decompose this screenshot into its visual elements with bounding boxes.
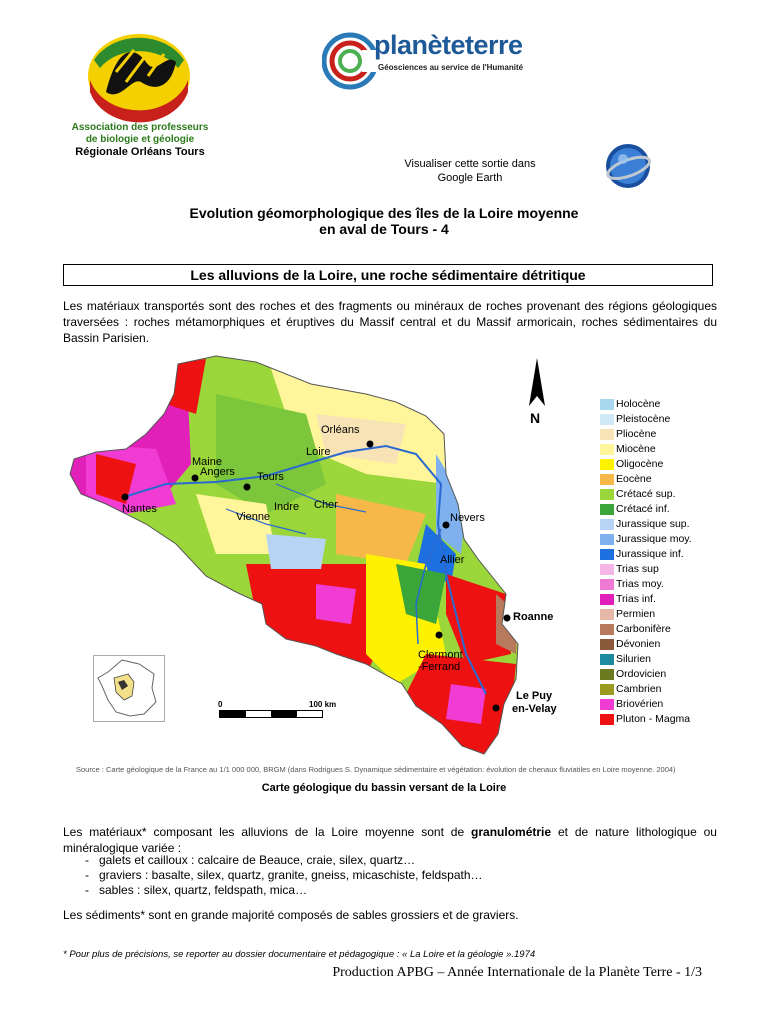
north-arrow [528,358,546,408]
legend-swatch [600,654,614,665]
map-label-nantes: Nantes [122,503,157,515]
legend-swatch [600,624,614,635]
planete-terre-logo [322,28,548,94]
legend-label: Pluton - Magma [616,713,691,725]
legend-label: Trias inf. [616,593,656,605]
google-earth-line2: Google Earth [437,172,503,184]
map-label-clermont: Clermont [418,649,463,661]
scale-end-label: 100 km [309,700,337,709]
google-earth-line1: Visualiser cette sortie dans [404,158,536,170]
page-footer: Production APBG – Année Internationale de la Planète Terre - 1/3 [332,965,702,980]
map-label-maine: Maine [192,456,222,468]
list-item: - graviers : basalte, silex, quartz, granite, gneiss, micaschiste, feldspath… [63,868,717,883]
map-label-orleans: Orléans [321,424,360,436]
list-item: - sables : silex, quartz, feldspath, mica… [63,883,717,898]
legend-label: Holocène [616,398,661,410]
sediments-paragraph: Les sédiments* sont en grande majorité composés de sables grossiers et de graviers. [63,908,519,922]
legend-label: Briovérien [616,698,664,710]
legend-swatch [600,414,614,425]
title-line2: en aval de Tours - 4 [319,221,449,237]
intro-paragraph: Les matériaux transportés sont des roches et des fragments ou minéraux de roches provenant des régions géologiques traversées : roches métamorphiques et éruptives du Massif central et du Massif armoricain, roches sédimentaires du Bassin Parisien. [63,299,717,345]
legend-label: Crétacé inf. [616,503,670,515]
list-item: - galets et cailloux : calcaire de Beauce, craie, silex, quartz… [63,853,717,868]
legend-label: Miocène [616,443,656,455]
composition-text-end: et de nature lithologique ou minéralogique variée : [63,825,717,855]
legend-label: Pliocène [616,428,657,440]
legend-label: Crétacé sup. [616,488,676,500]
map-label-indre: Indre [274,501,300,513]
legend-swatch [600,444,614,455]
composition-paragraph [63,824,717,856]
legend-swatch [600,579,614,590]
map-label-angers: Angers [200,466,235,478]
apbg-org-name [50,122,230,146]
legend-swatch [600,699,614,710]
document-title [0,205,768,237]
google-earth-icon[interactable] [603,143,653,189]
legend-swatch [600,684,614,695]
legend-swatch [600,474,614,485]
composition-bold-term: granulométrie [471,825,552,839]
legend-swatch [600,504,614,515]
composition-list [63,853,717,898]
apbg-org-line2: de biologie et géologie [85,134,195,145]
legend-swatch [600,534,614,545]
map-label-allier: Allier [440,554,465,566]
legend-swatch [600,609,614,620]
google-earth-link-text[interactable] [380,157,560,185]
legend-swatch [600,639,614,650]
apbg-org-line1: Association des professeurs [71,122,209,133]
legend-swatch [600,399,614,410]
planete-terre-tagline: Géosciences au service de l'Humanité [378,63,524,72]
legend-label: Dévonien [616,638,661,650]
planete-terre-wordmark: planèteterre [374,30,523,60]
map-source: Source : Carte géologique de la France au 1/1 000 000, BRGM (dans Rodrigues S. Dynamique sédimentaire et végétation: évolution de chenaux fluviatiles en Loire moyenne. 2004) [76,765,676,774]
legend-label: Jurassique inf. [616,548,684,560]
map-label-loire: Loire [306,446,331,458]
scale-start-label: 0 [218,700,223,709]
footnote: * Pour plus de précisions, se reporter au dossier documentaire et pédagogique : « La Loire et la géologie ».1974 [63,949,536,960]
legend-swatch [600,429,614,440]
legend-label: Oligocène [616,458,664,470]
map-label-roanne: Roanne [513,611,554,623]
map-label-vienne: Vienne [236,511,271,523]
legend-label: Cambrien [616,683,662,695]
map-label-cher: Cher [314,499,338,511]
legend-label: Silurien [616,653,652,665]
legend-swatch [600,489,614,500]
apbg-logo [86,32,192,124]
legend-swatch [600,519,614,530]
scale-bar [219,710,323,718]
legend-swatch [600,564,614,575]
legend-label: Trias moy. [616,578,664,590]
france-locator-inset [93,655,165,722]
legend-swatch [600,714,614,725]
north-label: N [530,410,541,426]
legend-swatch [600,459,614,470]
legend-label: Jurassique sup. [616,518,690,530]
legend-label: Pleistocène [616,413,671,425]
map-label-ferrand: -Ferrand [418,661,461,673]
legend-label: Trias sup [616,563,659,575]
map-label-nevers: Nevers [450,512,485,524]
map-label-le-puy: Le Puy [516,690,553,702]
section-heading: Les alluvions de la Loire, une roche sédimentaire détritique [63,264,713,286]
legend-label: Ordovicien [616,668,667,680]
legend-swatch [600,594,614,605]
legend-swatch [600,549,614,560]
legend-swatch [600,669,614,680]
map-label-tours: Tours [257,471,284,483]
legend-label: Eocène [616,473,652,485]
apbg-region: Régionale Orléans Tours [75,146,205,158]
map-label-en-velay: en-Velay [512,703,557,715]
legend-label: Carbonifère [616,623,671,635]
legend-label: Jurassique moy. [616,533,692,545]
legend-label: Permien [616,608,656,620]
composition-text-start: Les matériaux* composant les alluvions de la Loire moyenne sont de [63,825,472,839]
title-line1: Evolution géomorphologique des îles de la Loire moyenne [189,205,579,221]
map-caption: Carte géologique du bassin versant de la Loire [261,782,507,794]
